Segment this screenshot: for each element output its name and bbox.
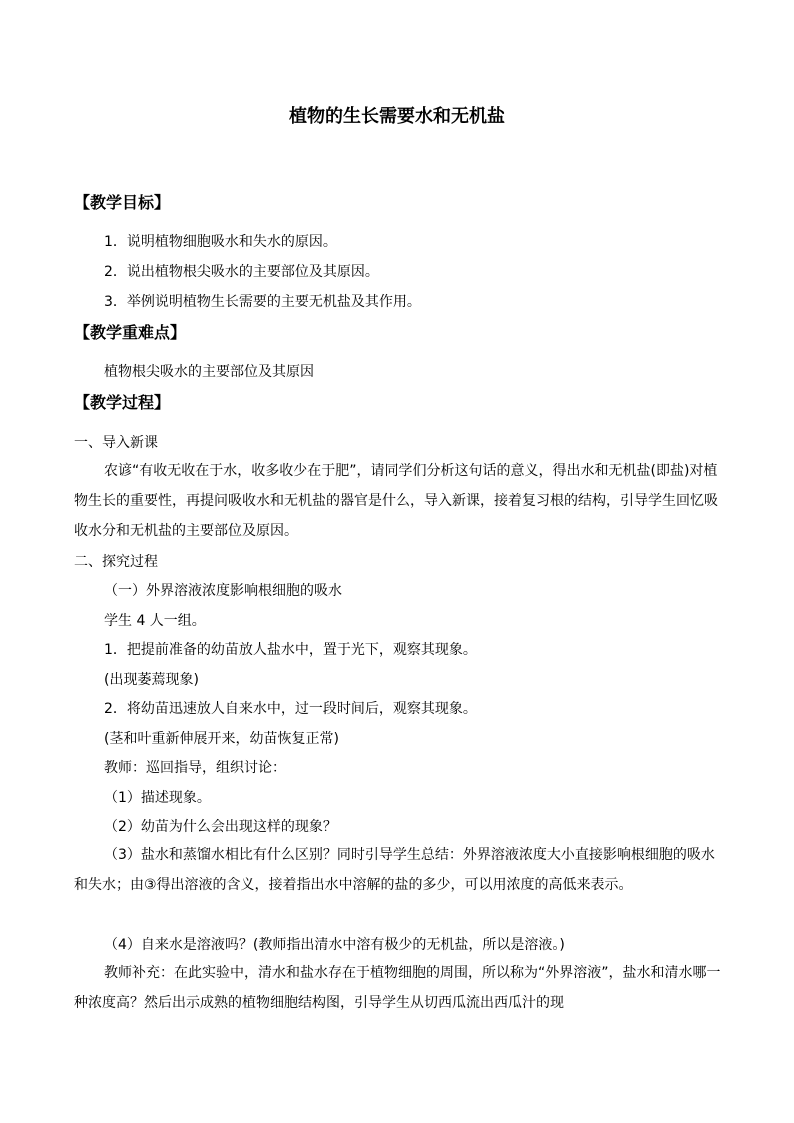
- objectives-heading: 【教学目标】: [74, 193, 171, 212]
- part2-title: 二、探究过程: [74, 554, 158, 570]
- objective-item-2: 2．说出植物根尖吸水的主要部位及其原因。: [104, 264, 379, 280]
- document-title: 植物的生长需要水和无机盐: [289, 106, 505, 127]
- question-4: （4）自来水是溶液吗？(教师指出清水中溶有极少的无机盐，所以是溶液。): [104, 937, 565, 953]
- sub1-title: （一）外界溶液浓度影响根细胞的吸水: [104, 583, 342, 599]
- teacher-supplement: 教师补充：在此实验中，清水和盐水存在于植物细胞的周围，所以称为“外界溶液”，盐水和清水哪一种浓度高？然后出示成熟的植物细胞结构图，引导学生从切西瓜流出西瓜汁的现: [74, 965, 721, 1011]
- part1-title: 一、导入新课: [74, 435, 158, 451]
- question-2: （2）幼苗为什么会出现这样的现象？: [104, 819, 337, 835]
- step-2: 2．将幼苗迅速放人自来水中，过一段时间后，观察其现象。: [104, 701, 477, 717]
- objective-item-1: 1．说明植物细胞吸水和失水的原因。: [104, 234, 337, 250]
- step-1-result: (出现萎蔫现象): [104, 672, 199, 688]
- teacher-guide: 教师：巡回指导，组织讨论：: [104, 760, 286, 776]
- step-2-result: (茎和叶重新伸展开来，幼苗恢复正常): [104, 731, 339, 747]
- key-points-heading: 【教学重难点】: [74, 323, 187, 342]
- key-points-text: 植物根尖吸水的主要部位及其原因: [104, 364, 314, 380]
- group-note: 学生 4 人一组。: [104, 613, 206, 629]
- part1-text: 农谚“有收无收在于水，收多收少在于肥”，请同学们分析这句话的意义，得出水和无机盐(即盐)对植物生长的重要性，再提问吸收水和无机盐的器官是什么，导入新课，接着复习根的结构，引导学生回忆吸收水分和无机盐的主要部位及原因。: [74, 463, 718, 539]
- objective-item-3: 3．举例说明植物生长需要的主要无机盐及其作用。: [104, 294, 421, 310]
- question-1: （1）描述现象。: [104, 790, 211, 806]
- question-3: （3）盐水和蒸馏水相比有什么区别？同时引导学生总结：外界溶液浓度大小直接影响根细胞的吸水和失水；由③得出溶液的含义，接着指出水中溶解的盐的多少，可以用浓度的高低来表示。: [74, 847, 715, 893]
- step-1: 1．把提前准备的幼苗放人盐水中，置于光下，观察其现象。: [104, 642, 477, 658]
- process-heading: 【教学过程】: [74, 393, 171, 412]
